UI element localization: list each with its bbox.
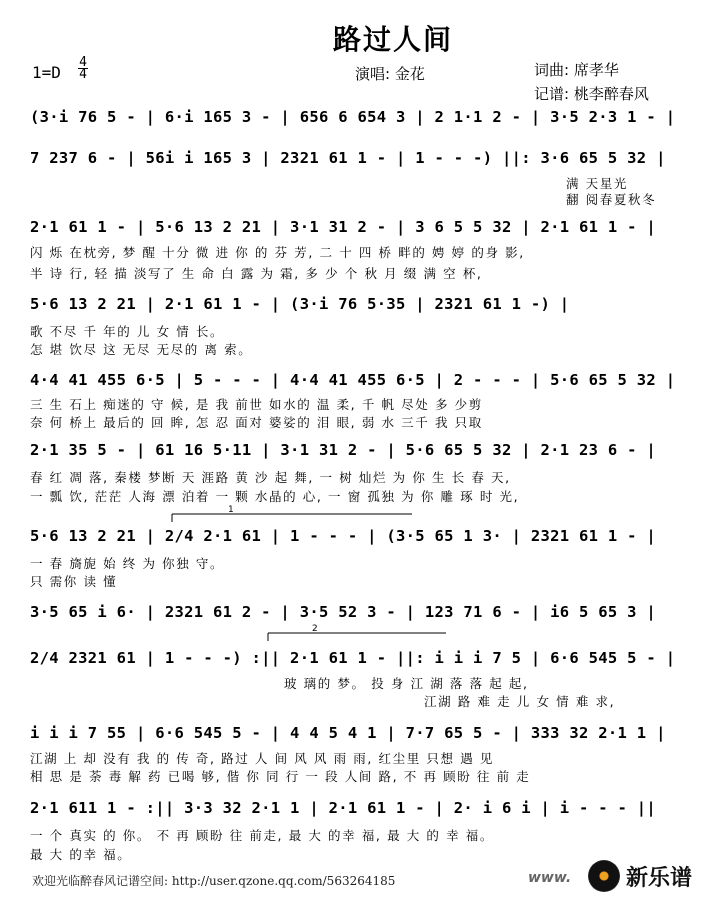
score-line-6: 2·1 35 5 - | 61 16 5·11 | 3·1 31 2 - | 5·6 65 5 32 | 2·1 23 6 - |: [30, 441, 657, 459]
score-line-8: 3·5 65 i 6· | 2321 61 2 - | 3·5 52 3 - | 123 71 6 - | i6 5 65 3 |: [30, 603, 657, 621]
watermark-www: www.: [528, 870, 572, 886]
song-title: 路过人间: [333, 23, 454, 56]
key-label: 1=D: [32, 63, 61, 82]
score-line-11: 2·1 611 1 - :|| 3·3 32 2·1 1 | 2·1 61 1 - | 2· i 6 i | i - - - ||: [30, 799, 657, 817]
lyric-line-11b: 最 大 的幸 福。: [30, 847, 132, 862]
lyric-line-9a: 玻 璃的 梦。 投 身 江 湖 落 落 起 起,: [284, 676, 529, 691]
vinyl-disc-icon: [588, 860, 620, 892]
lyric-line-2a: 满 天星光: [566, 176, 628, 191]
composer-credit: 词曲: 席孝华: [534, 61, 619, 79]
score-line-9: 2/4 2321 61 | 1 - - -) :|| 2·1 61 1 - ||: i i i 7 5 | 6·6 545 5 - |: [30, 649, 676, 667]
lyric-line-6a: 春 红 凋 落, 秦楼 梦断 天 涯路 黄 沙 起 舞, 一 树 灿烂 为 你 生 长 春 天,: [30, 470, 511, 485]
time-denominator: 4: [79, 67, 87, 82]
lyric-line-4b: 怎 堪 饮尽 这 无尽 无尽的 离 索。: [30, 342, 253, 357]
transcriber-credit: 记谱: 桃李醉春风: [534, 85, 649, 103]
score-line-3: 2·1 61 1 - | 5·6 13 2 21 | 3·1 31 2 - | 3 6 5 5 32 | 2·1 61 1 - |: [30, 218, 657, 236]
score-line-2: 7 237 6 - | 56i i 165 3 | 2321 61 1 - | 1 - - -) ||: 3·6 65 5 32 |: [30, 149, 666, 167]
footer-text: 欢迎光临醉春风记谱空间: http://user.qzone.qq.com/563264185: [32, 874, 396, 888]
logo-text: 新乐谱: [626, 865, 693, 891]
score-line-1: (3·i 76 5 - | 6·i 165 3 - | 656 6 654 3 | 2 1·1 2 - | 3·5 2·3 1 - |: [30, 108, 676, 126]
score-line-4: 5·6 13 2 21 | 2·1 61 1 - | (3·i 76 5·35 | 2321 61 1 -) |: [30, 295, 570, 313]
lyric-line-9b: 江湖 路 难 走 儿 女 情 难 求,: [424, 694, 616, 709]
singer-credit: 演唱: 金花: [355, 65, 425, 83]
lyric-line-5a: 三 生 石上 痴迷的 守 候, 是 我 前世 如水的 温 柔, 千 帆 尽处 多 少剪: [30, 397, 483, 412]
site-logo: [588, 858, 716, 894]
lyric-line-5b: 奈 何 桥上 最后的 回 眸, 怎 忍 面对 婆娑的 泪 眼, 弱 水 三千 我 只取: [30, 415, 483, 430]
lyric-line-10a: 江湖 上 却 没有 我 的 传 奇, 路过 人 间 风 风 雨 雨, 红尘里 只想 遇 见: [30, 751, 494, 766]
time-numerator: 4: [79, 55, 87, 70]
volta-2-label: 2: [312, 624, 318, 634]
lyric-line-4a: 歌 不尽 千 年的 儿 女 情 长。: [30, 324, 225, 339]
lyric-line-2b: 翻 阅春夏秋冬: [566, 192, 657, 207]
score-line-10: i i i 7 55 | 6·6 545 5 - | 4 4 5 4 1 | 7·7 65 5 - | 333 32 2·1 1 |: [30, 724, 666, 742]
lyric-line-10b: 相 思 是 荼 毒 解 药 已喝 够, 偕 你 同 行 一 段 人间 路, 不 再 顾盼 往 前 走: [30, 769, 531, 784]
score-line-5: 4·4 41 455 6·5 | 5 - - - | 4·4 41 455 6·5 | 2 - - - | 5·6 65 5 32 |: [30, 371, 676, 389]
lyric-line-6b: 一 瓢 饮, 茫茫 人海 漂 泊着 一 颗 水晶的 心, 一 窗 孤独 为 你 雕 琢 时 光,: [30, 489, 520, 504]
score-line-7: 5·6 13 2 21 | 2/4 2·1 61 | 1 - - - | (3·5 65 1 3· | 2321 61 1 - |: [30, 527, 657, 545]
lyric-line-7b: 只 需你 读 懂: [30, 574, 118, 589]
volta-1-label: 1: [228, 505, 234, 515]
lyric-line-3a: 闪 烁 在枕旁, 梦 醒 十分 微 进 你 的 芬 芳, 二 十 四 桥 畔的 娉 婷 的身 影,: [30, 245, 525, 260]
lyric-line-11a: 一 个 真实 的 你。 不 再 顾盼 往 前走, 最 大 的幸 福, 最 大 的 幸 福。: [30, 828, 494, 843]
lyric-line-3b: 半 诗 行, 轻 描 淡写了 生 命 白 露 为 霜, 多 少 个 秋 月 缀 满 空 杯,: [30, 266, 483, 281]
lyric-line-7a: 一 春 旖旎 始 终 为 你独 守。: [30, 556, 225, 571]
